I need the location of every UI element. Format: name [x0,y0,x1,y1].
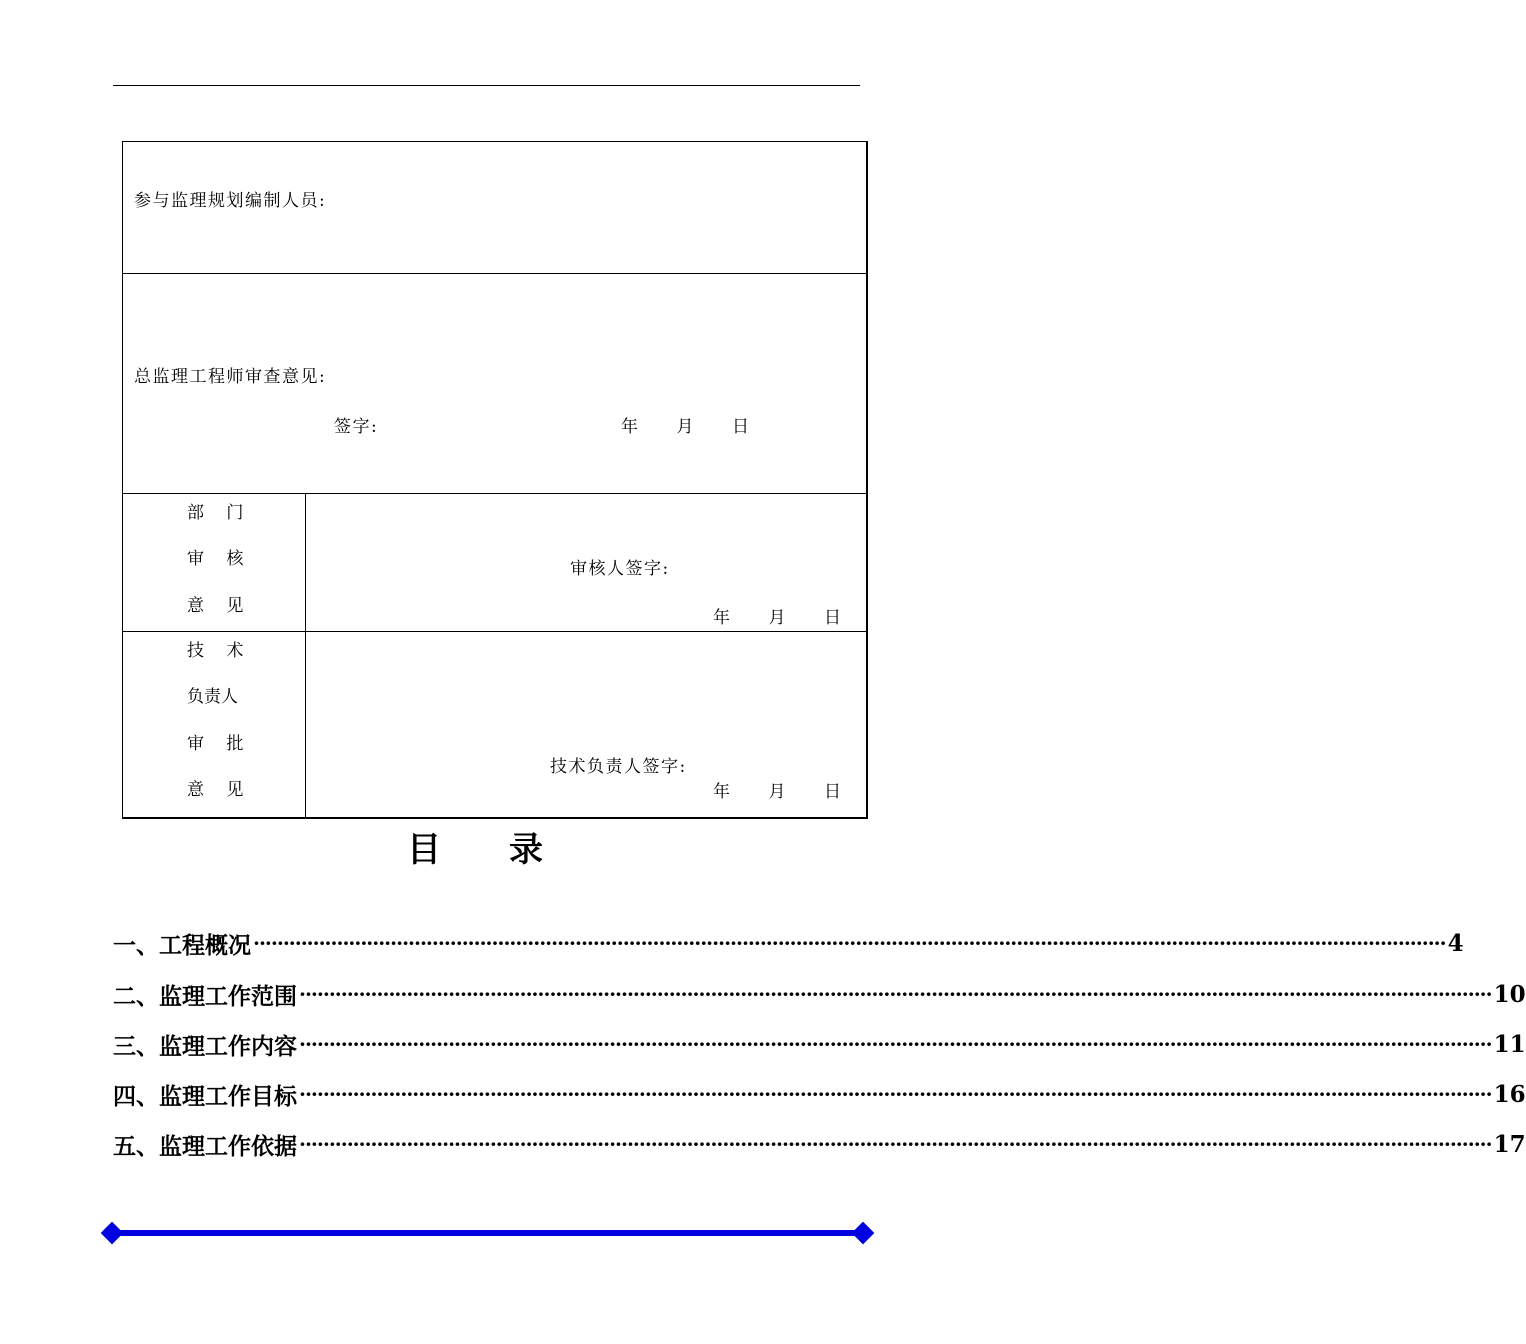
tech-label-line: 审 批 [187,734,244,754]
header-rule [113,85,860,86]
toc-leader-dots: ········································································································································································································ [253,931,1446,955]
toc-leader-dots: ········································································································································································································ [299,1132,1492,1156]
dept-label-cell [123,494,306,631]
participants-row [123,142,866,274]
dept-label-line: 审 核 [187,549,244,569]
tech-label-line: 技 术 [187,641,244,661]
tech-label-line: 负责人 [187,687,238,707]
toc-item[interactable] [113,1127,1526,1161]
toc-item-page: 16 [1493,1080,1526,1108]
chief-review-row [123,274,866,494]
toc-item-label: 五、监理工作依据 [113,1133,297,1160]
toc-title: 目 录 [407,830,543,870]
chief-date: 年 月 日 [621,417,751,437]
toc-item[interactable] [113,1077,1526,1111]
dept-label-line: 部 门 [187,503,244,523]
footer-divider [100,1220,875,1246]
chief-sign-label: 签字: [334,417,379,437]
tech-sign-label: 技术负责人签字: [550,757,687,777]
tech-date: 年 月 日 [713,782,843,802]
approval-form-table [122,141,868,819]
tech-label-cell [123,632,306,817]
toc-item-label: 四、监理工作目标 [113,1083,297,1110]
dept-label-line: 意 见 [187,596,244,616]
toc-item-page: 11 [1493,1030,1526,1058]
dept-review-row [123,494,866,632]
toc-item-label: 二、监理工作范围 [113,983,297,1010]
tech-label-line: 意 见 [187,780,244,800]
toc-item-page: 4 [1447,929,1464,957]
toc-item-label: 一、工程概况 [113,932,251,959]
chief-review-label: 总监理工程师审查意见: [134,367,327,387]
dept-date: 年 月 日 [713,608,843,628]
toc-item[interactable] [113,1027,1526,1061]
toc-leader-dots: ········································································································································································································ [299,1082,1492,1106]
toc-item[interactable] [113,926,1464,960]
toc-item[interactable] [113,977,1526,1011]
toc-item-page: 10 [1493,980,1526,1008]
footer-diamond-right-icon [852,1222,875,1245]
toc-item-page: 17 [1493,1130,1526,1158]
toc-leader-dots: ········································································································································································································ [299,1032,1492,1056]
participants-label: 参与监理规划编制人员: [134,191,327,211]
toc-item-label: 三、监理工作内容 [113,1033,297,1060]
toc-leader-dots: ········································································································································································································ [299,982,1492,1006]
tech-approval-row [123,632,866,817]
dept-sign-label: 审核人签字: [570,559,670,579]
footer-diamond-left-icon [101,1222,124,1245]
